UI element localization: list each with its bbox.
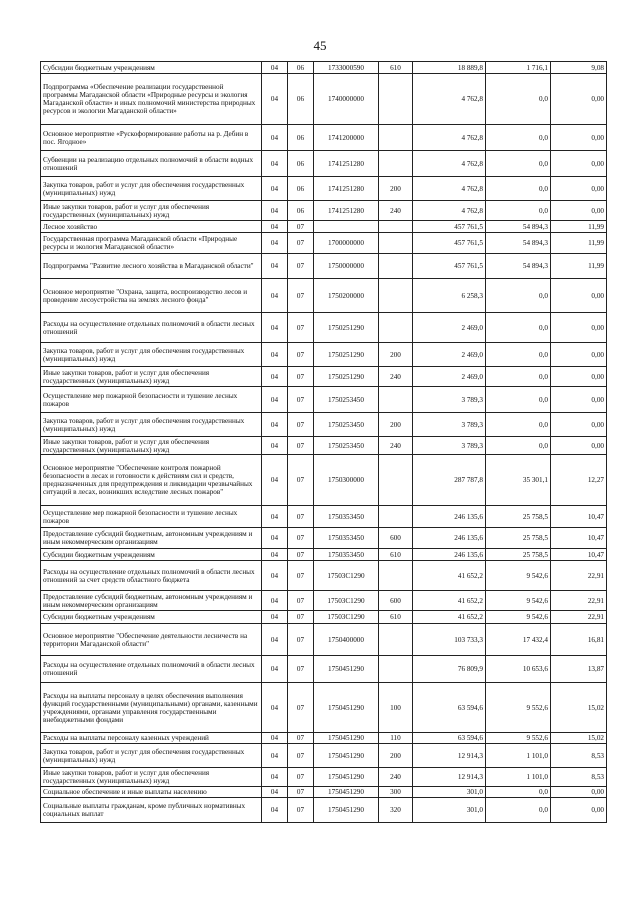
row-subsection-cell: 06 (288, 151, 314, 177)
row-actual-amount-cell: 0,0 (486, 177, 551, 201)
row-plan-amount-cell: 41 652,2 (413, 611, 486, 624)
table-row (41, 343, 607, 367)
row-plan-amount-cell: 12 914,3 (413, 768, 486, 787)
row-subsection-cell: 07 (288, 744, 314, 768)
row-plan-amount-cell: 301,0 (413, 787, 486, 798)
row-target-item-cell: 1741251280 (314, 201, 379, 221)
row-name-cell: Субсидии бюджетным учреждениям (41, 549, 262, 561)
row-section-cell: 04 (262, 733, 288, 744)
row-expense-type-cell (379, 561, 413, 591)
row-target-item-cell: 1750353450 (314, 506, 379, 528)
row-expense-type-cell (379, 506, 413, 528)
row-name-cell: Основное мероприятие "Охрана, защита, воспроизводство лесов и проведение лесоустройства на землях лесного фонда" (41, 279, 262, 313)
row-subsection-cell: 07 (288, 656, 314, 683)
table-row (41, 387, 607, 413)
row-percent-cell: 0,00 (551, 413, 607, 437)
row-actual-amount-cell: 0,0 (486, 313, 551, 343)
table-row (41, 125, 607, 151)
row-percent-cell: 0,00 (551, 437, 607, 455)
table-row (41, 744, 607, 768)
row-subsection-cell: 07 (288, 413, 314, 437)
row-actual-amount-cell: 25 758,5 (486, 506, 551, 528)
row-section-cell: 04 (262, 455, 288, 506)
row-name-cell: Социальное обеспечение и иные выплаты населению (41, 787, 262, 798)
row-plan-amount-cell: 246 135,6 (413, 549, 486, 561)
row-name-cell: Иные закупки товаров, работ и услуг для обеспечения государственных (муниципальных) нужд (41, 201, 262, 221)
row-target-item-cell: 1740000000 (314, 74, 379, 125)
row-percent-cell: 0,00 (551, 343, 607, 367)
row-actual-amount-cell: 25 758,5 (486, 528, 551, 549)
row-percent-cell: 10,47 (551, 528, 607, 549)
row-section-cell: 04 (262, 151, 288, 177)
row-subsection-cell: 07 (288, 549, 314, 561)
row-section-cell: 04 (262, 768, 288, 787)
row-name-cell: Расходы на выплаты персоналу казенных учреждений (41, 733, 262, 744)
row-name-cell: Закупка товаров, работ и услуг для обеспечения государственных (муниципальных) нужд (41, 744, 262, 768)
table-row (41, 279, 607, 313)
row-target-item-cell: 1750253450 (314, 387, 379, 413)
table-row (41, 798, 607, 823)
row-plan-amount-cell: 4 762,8 (413, 151, 486, 177)
row-actual-amount-cell: 0,0 (486, 125, 551, 151)
row-subsection-cell: 07 (288, 591, 314, 611)
row-name-cell: Основное мероприятие "Обеспечение деятельности лесничеств на территории Магаданской области" (41, 624, 262, 656)
table-row (41, 74, 607, 125)
row-name-cell: Предоставление субсидий бюджетным, автономным учреждениям и иным некоммерческим организациям (41, 591, 262, 611)
row-actual-amount-cell: 10 653,6 (486, 656, 551, 683)
row-actual-amount-cell: 0,0 (486, 151, 551, 177)
row-actual-amount-cell: 9 542,6 (486, 611, 551, 624)
row-section-cell: 04 (262, 437, 288, 455)
row-section-cell: 04 (262, 744, 288, 768)
row-section-cell: 04 (262, 201, 288, 221)
row-expense-type-cell: 320 (379, 798, 413, 823)
row-percent-cell: 0,00 (551, 125, 607, 151)
row-expense-type-cell: 600 (379, 528, 413, 549)
row-actual-amount-cell: 0,0 (486, 74, 551, 125)
row-actual-amount-cell: 1 716,1 (486, 62, 551, 74)
table-row (41, 367, 607, 387)
row-target-item-cell: 1741200000 (314, 125, 379, 151)
row-actual-amount-cell: 35 301,1 (486, 455, 551, 506)
row-percent-cell: 8,53 (551, 768, 607, 787)
row-target-item-cell: 1750451290 (314, 683, 379, 733)
row-percent-cell: 11,99 (551, 254, 607, 279)
row-name-cell: Осуществление мер пожарной безопасности и тушение лесных пожаров (41, 387, 262, 413)
row-name-cell: Иные закупки товаров, работ и услуг для обеспечения государственных (муниципальных) нужд (41, 437, 262, 455)
row-percent-cell: 22,91 (551, 561, 607, 591)
row-section-cell: 04 (262, 549, 288, 561)
row-percent-cell: 16,81 (551, 624, 607, 656)
row-percent-cell: 0,00 (551, 279, 607, 313)
row-name-cell: Закупка товаров, работ и услуг для обеспечения государственных (муниципальных) нужд (41, 177, 262, 201)
row-target-item-cell: 1741251280 (314, 151, 379, 177)
row-section-cell: 04 (262, 221, 288, 233)
row-section-cell: 04 (262, 591, 288, 611)
row-section-cell: 04 (262, 177, 288, 201)
row-percent-cell: 22,91 (551, 591, 607, 611)
row-actual-amount-cell: 25 758,5 (486, 549, 551, 561)
row-actual-amount-cell: 1 101,0 (486, 768, 551, 787)
table-row (41, 413, 607, 437)
row-target-item-cell: 1750253450 (314, 413, 379, 437)
row-name-cell: Подпрограмма "Развитие лесного хозяйства в Магаданской области" (41, 254, 262, 279)
row-expense-type-cell: 110 (379, 733, 413, 744)
row-target-item-cell: 1750000000 (314, 254, 379, 279)
row-plan-amount-cell: 6 258,3 (413, 279, 486, 313)
row-expense-type-cell (379, 74, 413, 125)
table-row (41, 549, 607, 561)
row-section-cell: 04 (262, 367, 288, 387)
row-target-item-cell (314, 221, 379, 233)
budget-table (40, 61, 607, 823)
row-plan-amount-cell: 2 469,0 (413, 313, 486, 343)
table-row (41, 201, 607, 221)
row-name-cell: Закупка товаров, работ и услуг для обеспечения государственных (муниципальных) нужд (41, 413, 262, 437)
row-name-cell: Иные закупки товаров, работ и услуг для обеспечения государственных (муниципальных) нужд (41, 768, 262, 787)
table-row (41, 611, 607, 624)
table-row (41, 506, 607, 528)
table-body (41, 62, 607, 823)
row-percent-cell: 22,91 (551, 611, 607, 624)
row-plan-amount-cell: 63 594,6 (413, 683, 486, 733)
row-actual-amount-cell: 0,0 (486, 387, 551, 413)
row-subsection-cell: 07 (288, 221, 314, 233)
row-plan-amount-cell: 3 789,3 (413, 387, 486, 413)
row-expense-type-cell: 240 (379, 437, 413, 455)
row-subsection-cell: 07 (288, 437, 314, 455)
row-actual-amount-cell: 17 432,4 (486, 624, 551, 656)
row-name-cell: Субвенции на реализацию отдельных полномочий в области водных отношений (41, 151, 262, 177)
row-section-cell: 04 (262, 254, 288, 279)
row-name-cell: Расходы на осуществление отдельных полномочий в области лесных отношений за счет средств областного бюджета (41, 561, 262, 591)
row-plan-amount-cell: 246 135,6 (413, 528, 486, 549)
row-name-cell: Иные закупки товаров, работ и услуг для обеспечения государственных (муниципальных) нужд (41, 367, 262, 387)
row-target-item-cell: 1750451290 (314, 656, 379, 683)
row-section-cell: 04 (262, 387, 288, 413)
row-actual-amount-cell: 54 894,3 (486, 254, 551, 279)
row-target-item-cell: 1750253450 (314, 437, 379, 455)
row-section-cell: 04 (262, 413, 288, 437)
row-section-cell: 04 (262, 343, 288, 367)
table-row (41, 62, 607, 74)
row-plan-amount-cell: 4 762,8 (413, 201, 486, 221)
table-row (41, 437, 607, 455)
row-actual-amount-cell: 0,0 (486, 787, 551, 798)
row-actual-amount-cell: 54 894,3 (486, 221, 551, 233)
row-plan-amount-cell: 457 761,5 (413, 233, 486, 254)
row-plan-amount-cell: 18 889,8 (413, 62, 486, 74)
row-expense-type-cell (379, 455, 413, 506)
table-row (41, 733, 607, 744)
row-target-item-cell: 1750251290 (314, 343, 379, 367)
row-expense-type-cell: 200 (379, 343, 413, 367)
table-row (41, 151, 607, 177)
row-section-cell: 04 (262, 798, 288, 823)
row-expense-type-cell (379, 313, 413, 343)
row-section-cell: 04 (262, 74, 288, 125)
row-target-item-cell: 1700000000 (314, 233, 379, 254)
row-percent-cell: 8,53 (551, 744, 607, 768)
row-expense-type-cell: 610 (379, 62, 413, 74)
row-name-cell: Подпрограмма «Обеспечение реализации государственной программы Магаданской области «Природные ресурсы и экология Магаданской области» и иных полномочий министерства природных ресурсов и экологии Магаданской области» (41, 74, 262, 125)
row-name-cell: Закупка товаров, работ и услуг для обеспечения государственных (муниципальных) нужд (41, 343, 262, 367)
row-section-cell: 04 (262, 561, 288, 591)
row-section-cell: 04 (262, 528, 288, 549)
row-target-item-cell: 17503С1290 (314, 561, 379, 591)
row-percent-cell: 0,00 (551, 367, 607, 387)
row-section-cell: 04 (262, 506, 288, 528)
row-percent-cell: 0,00 (551, 787, 607, 798)
row-plan-amount-cell: 3 789,3 (413, 437, 486, 455)
row-target-item-cell: 1750400000 (314, 624, 379, 656)
row-plan-amount-cell: 4 762,8 (413, 125, 486, 151)
row-actual-amount-cell: 0,0 (486, 798, 551, 823)
row-actual-amount-cell: 0,0 (486, 201, 551, 221)
row-section-cell: 04 (262, 279, 288, 313)
row-name-cell: Социальные выплаты гражданам, кроме публичных нормативных социальных выплат (41, 798, 262, 823)
row-plan-amount-cell: 103 733,3 (413, 624, 486, 656)
row-subsection-cell: 07 (288, 787, 314, 798)
row-name-cell: Основное мероприятие «Рускоформирование работы на р. Дебин в пос. Ягодное» (41, 125, 262, 151)
row-name-cell: Расходы на осуществление отдельных полномочий в области лесных отношений (41, 313, 262, 343)
table-row (41, 624, 607, 656)
row-plan-amount-cell: 4 762,8 (413, 74, 486, 125)
row-subsection-cell: 07 (288, 611, 314, 624)
row-actual-amount-cell: 0,0 (486, 413, 551, 437)
row-plan-amount-cell: 76 809,9 (413, 656, 486, 683)
row-percent-cell: 12,27 (551, 455, 607, 506)
row-percent-cell: 0,00 (551, 74, 607, 125)
row-name-cell: Осуществление мер пожарной безопасности и тушение лесных пожаров (41, 506, 262, 528)
table-row (41, 455, 607, 506)
row-actual-amount-cell: 9 552,6 (486, 683, 551, 733)
row-expense-type-cell: 100 (379, 683, 413, 733)
row-percent-cell: 0,00 (551, 387, 607, 413)
row-subsection-cell: 06 (288, 177, 314, 201)
row-plan-amount-cell: 41 652,2 (413, 561, 486, 591)
row-plan-amount-cell: 12 914,3 (413, 744, 486, 768)
row-percent-cell: 0,00 (551, 313, 607, 343)
row-expense-type-cell: 240 (379, 367, 413, 387)
row-actual-amount-cell: 54 894,3 (486, 233, 551, 254)
table-row (41, 768, 607, 787)
row-section-cell: 04 (262, 683, 288, 733)
row-subsection-cell: 07 (288, 254, 314, 279)
row-percent-cell: 0,00 (551, 798, 607, 823)
row-expense-type-cell: 200 (379, 413, 413, 437)
table-row (41, 177, 607, 201)
row-subsection-cell: 06 (288, 201, 314, 221)
row-subsection-cell: 07 (288, 528, 314, 549)
row-percent-cell: 15,02 (551, 733, 607, 744)
row-expense-type-cell (379, 254, 413, 279)
row-target-item-cell: 1733000590 (314, 62, 379, 74)
row-percent-cell: 10,47 (551, 506, 607, 528)
row-name-cell: Основное мероприятие "Обеспечение контроля пожарной безопасности в лесах и готовности к действиям сил и средств, предназначенных для предупреждения и ликвидации чрезвычайных ситуаций в лесах, возникших вследствие лесных пожаров" (41, 455, 262, 506)
row-subsection-cell: 07 (288, 279, 314, 313)
row-section-cell: 04 (262, 787, 288, 798)
row-percent-cell: 15,02 (551, 683, 607, 733)
row-name-cell: Лесное хозяйство (41, 221, 262, 233)
row-subsection-cell: 06 (288, 74, 314, 125)
row-subsection-cell: 06 (288, 62, 314, 74)
table-row (41, 528, 607, 549)
row-subsection-cell: 07 (288, 733, 314, 744)
row-expense-type-cell: 610 (379, 611, 413, 624)
row-percent-cell: 11,99 (551, 221, 607, 233)
row-target-item-cell: 1750451290 (314, 733, 379, 744)
row-subsection-cell: 07 (288, 561, 314, 591)
table-row (41, 254, 607, 279)
row-subsection-cell: 07 (288, 233, 314, 254)
row-percent-cell: 11,99 (551, 233, 607, 254)
row-actual-amount-cell: 9 542,6 (486, 591, 551, 611)
row-subsection-cell: 07 (288, 683, 314, 733)
row-target-item-cell: 1750451290 (314, 744, 379, 768)
table-row (41, 221, 607, 233)
row-target-item-cell: 1750251290 (314, 367, 379, 387)
row-percent-cell: 13,87 (551, 656, 607, 683)
row-expense-type-cell: 300 (379, 787, 413, 798)
row-expense-type-cell (379, 387, 413, 413)
row-expense-type-cell (379, 125, 413, 151)
table-row (41, 683, 607, 733)
row-section-cell: 04 (262, 233, 288, 254)
row-target-item-cell: 17503С1290 (314, 591, 379, 611)
row-section-cell: 04 (262, 125, 288, 151)
row-name-cell: Субсидии бюджетным учреждениям (41, 62, 262, 74)
row-plan-amount-cell: 301,0 (413, 798, 486, 823)
row-actual-amount-cell: 0,0 (486, 343, 551, 367)
row-plan-amount-cell: 63 594,6 (413, 733, 486, 744)
row-actual-amount-cell: 9 552,6 (486, 733, 551, 744)
row-target-item-cell: 1750451290 (314, 798, 379, 823)
row-subsection-cell: 07 (288, 343, 314, 367)
row-expense-type-cell: 200 (379, 177, 413, 201)
row-subsection-cell: 07 (288, 313, 314, 343)
row-expense-type-cell: 240 (379, 201, 413, 221)
row-expense-type-cell (379, 279, 413, 313)
row-name-cell: Государственная программа Магаданской области «Природные ресурсы и экология Магаданской области» (41, 233, 262, 254)
row-subsection-cell: 07 (288, 367, 314, 387)
row-subsection-cell: 07 (288, 455, 314, 506)
row-percent-cell: 9,08 (551, 62, 607, 74)
row-plan-amount-cell: 4 762,8 (413, 177, 486, 201)
row-actual-amount-cell: 9 542,6 (486, 561, 551, 591)
row-target-item-cell: 1750251290 (314, 313, 379, 343)
row-target-item-cell: 1750451290 (314, 768, 379, 787)
row-name-cell: Субсидии бюджетным учреждениям (41, 611, 262, 624)
row-section-cell: 04 (262, 62, 288, 74)
table-row (41, 561, 607, 591)
row-actual-amount-cell: 1 101,0 (486, 744, 551, 768)
row-percent-cell: 0,00 (551, 177, 607, 201)
row-expense-type-cell (379, 233, 413, 254)
table-row (41, 787, 607, 798)
row-plan-amount-cell: 287 787,8 (413, 455, 486, 506)
row-target-item-cell: 1750353450 (314, 549, 379, 561)
row-target-item-cell: 1750451290 (314, 787, 379, 798)
row-name-cell: Предоставление субсидий бюджетным, автономным учреждениям и иным некоммерческим организациям (41, 528, 262, 549)
row-percent-cell: 0,00 (551, 151, 607, 177)
row-subsection-cell: 07 (288, 798, 314, 823)
row-plan-amount-cell: 2 469,0 (413, 343, 486, 367)
row-subsection-cell: 07 (288, 506, 314, 528)
row-name-cell: Расходы на осуществление отдельных полномочий в области лесных отношений (41, 656, 262, 683)
row-section-cell: 04 (262, 624, 288, 656)
row-target-item-cell: 17503С1290 (314, 611, 379, 624)
row-actual-amount-cell: 0,0 (486, 279, 551, 313)
row-expense-type-cell (379, 624, 413, 656)
row-expense-type-cell: 200 (379, 744, 413, 768)
row-target-item-cell: 1750200000 (314, 279, 379, 313)
row-plan-amount-cell: 246 135,6 (413, 506, 486, 528)
row-name-cell: Расходы на выплаты персоналу в целях обеспечения выполнения функций государственными (муниципальными) органами, казенными учреждениями, органами управления государственными внебюджетными фондами (41, 683, 262, 733)
row-subsection-cell: 06 (288, 125, 314, 151)
row-expense-type-cell (379, 221, 413, 233)
row-expense-type-cell: 610 (379, 549, 413, 561)
row-plan-amount-cell: 3 789,3 (413, 413, 486, 437)
row-target-item-cell: 1741251280 (314, 177, 379, 201)
row-plan-amount-cell: 2 469,0 (413, 367, 486, 387)
row-expense-type-cell: 240 (379, 768, 413, 787)
row-actual-amount-cell: 0,0 (486, 437, 551, 455)
row-expense-type-cell (379, 656, 413, 683)
row-expense-type-cell: 600 (379, 591, 413, 611)
row-plan-amount-cell: 457 761,5 (413, 254, 486, 279)
row-section-cell: 04 (262, 611, 288, 624)
row-percent-cell: 0,00 (551, 201, 607, 221)
row-expense-type-cell (379, 151, 413, 177)
row-subsection-cell: 07 (288, 624, 314, 656)
row-target-item-cell: 1750300000 (314, 455, 379, 506)
row-plan-amount-cell: 457 761,5 (413, 221, 486, 233)
table-row (41, 591, 607, 611)
table-row (41, 233, 607, 254)
row-plan-amount-cell: 41 652,2 (413, 591, 486, 611)
row-actual-amount-cell: 0,0 (486, 367, 551, 387)
row-percent-cell: 10,47 (551, 549, 607, 561)
row-subsection-cell: 07 (288, 768, 314, 787)
table-row (41, 656, 607, 683)
page-number: 45 (313, 38, 327, 53)
row-section-cell: 04 (262, 313, 288, 343)
row-target-item-cell: 1750353450 (314, 528, 379, 549)
table-row (41, 313, 607, 343)
row-subsection-cell: 07 (288, 387, 314, 413)
row-section-cell: 04 (262, 656, 288, 683)
